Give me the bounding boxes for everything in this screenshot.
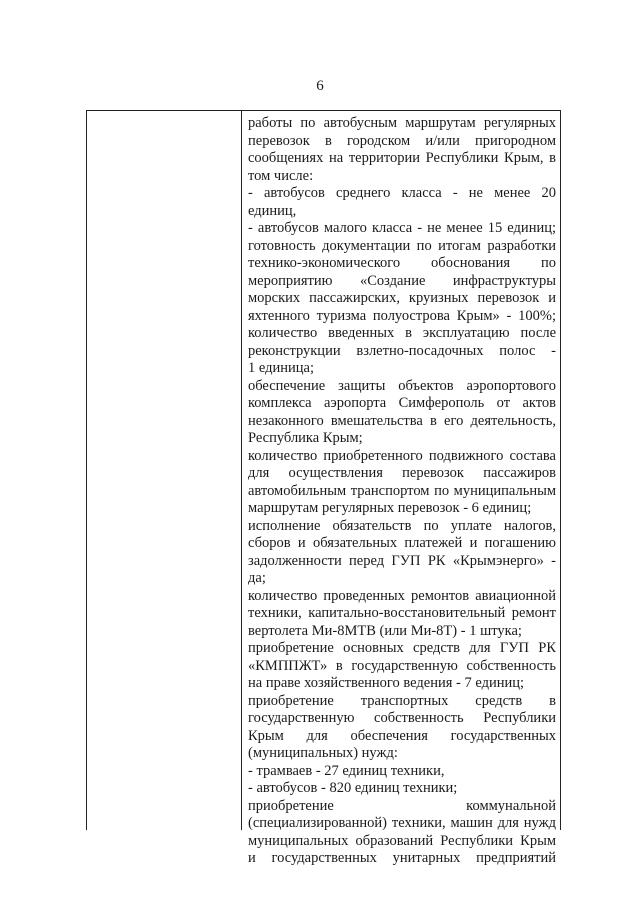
text-line: вертолета Ми-8МТВ (или Ми-8Т) - 1 штука;	[248, 622, 522, 639]
text-line: реконструкции взлетно-посадочных полос -	[248, 342, 556, 359]
table-cell-left	[87, 111, 242, 830]
page-number: 6	[316, 78, 324, 94]
text-line: количество введенных в эксплуатацию после	[248, 325, 556, 341]
text-line: сборов и обязательных платежей и погашению	[248, 535, 556, 551]
table-cell-right	[242, 111, 560, 866]
text-line: государственную собственность Республики	[248, 710, 556, 726]
text-line: приобретение коммунальной	[248, 797, 556, 814]
text-line: для осуществления перевозок пассажиров	[248, 465, 556, 481]
text-line: мероприятию «Создание инфраструктуры	[248, 272, 556, 289]
text-line: - автобусов - 820 единиц техники;	[248, 780, 458, 796]
text-line: технико-экономического обоснования по	[248, 255, 556, 271]
text-line: (специализированной) техники, машин для нужд	[248, 815, 556, 831]
text-line: - трамваев - 27 единиц техники,	[248, 762, 445, 779]
text-line: на праве хозяйственного ведения - 7 единиц;	[248, 675, 525, 691]
text-line: приобретение основных средств для ГУП РК	[248, 640, 556, 656]
text-line: незаконного вмешательства в его деятельность,	[248, 412, 556, 429]
document-table	[86, 110, 561, 866]
text-line: морских пассажирских, круизных перевозок и	[248, 290, 556, 306]
text-line: количество проведенных ремонтов авиационной	[248, 587, 556, 604]
text-line: техники, капитально-восстановительный ремонт	[248, 605, 556, 621]
text-line: муниципальных образований Республики Крым	[248, 832, 556, 849]
text-line: Республика Крым;	[248, 430, 363, 446]
text-line: количество приобретенного подвижного состава	[248, 447, 556, 464]
text-line: - автобусов малого класса - не менее 15 единиц;	[248, 220, 556, 236]
text-line: 1 единица;	[248, 360, 315, 376]
text-line: исполнение обязательств по уплате налогов,	[248, 517, 556, 534]
text-line: да;	[248, 570, 266, 586]
text-line: - автобусов среднего класса - не менее 20	[248, 185, 556, 201]
text-line: «КМППЖТ» в государственную собственность	[248, 657, 556, 674]
text-line: сообщениях на территории Республики Крым, в	[248, 150, 556, 166]
text-line: маршрутам регулярных перевозок - 6 единиц;	[248, 500, 532, 516]
text-line: яхтенного туризма полуострова Крым» - 100%;	[248, 307, 556, 324]
text-line: комплекса аэропорта Симферополь от актов	[248, 395, 556, 411]
text-line: Крым для обеспечения государственных	[248, 727, 556, 744]
text-line: приобретение транспортных средств в	[248, 692, 556, 709]
text-line: и государственных унитарных предприятий	[248, 850, 556, 866]
text-line: обеспечение защиты объектов аэропортового	[248, 377, 556, 394]
text-line: автомобильным транспортом по муниципальным	[248, 482, 556, 499]
text-line: перевозок в городском и/или пригородном	[248, 132, 556, 149]
text-line: (муниципальных) нужд:	[248, 745, 398, 761]
text-line: задолженности перед ГУП РК «Крымэнерго» -	[248, 552, 556, 569]
text-line: единиц,	[248, 202, 297, 219]
text-line: том числе:	[248, 167, 314, 184]
text-line: готовность документации по итогам разработки	[248, 237, 556, 254]
text-line: работы по автобусным маршрутам регулярных	[248, 115, 556, 131]
